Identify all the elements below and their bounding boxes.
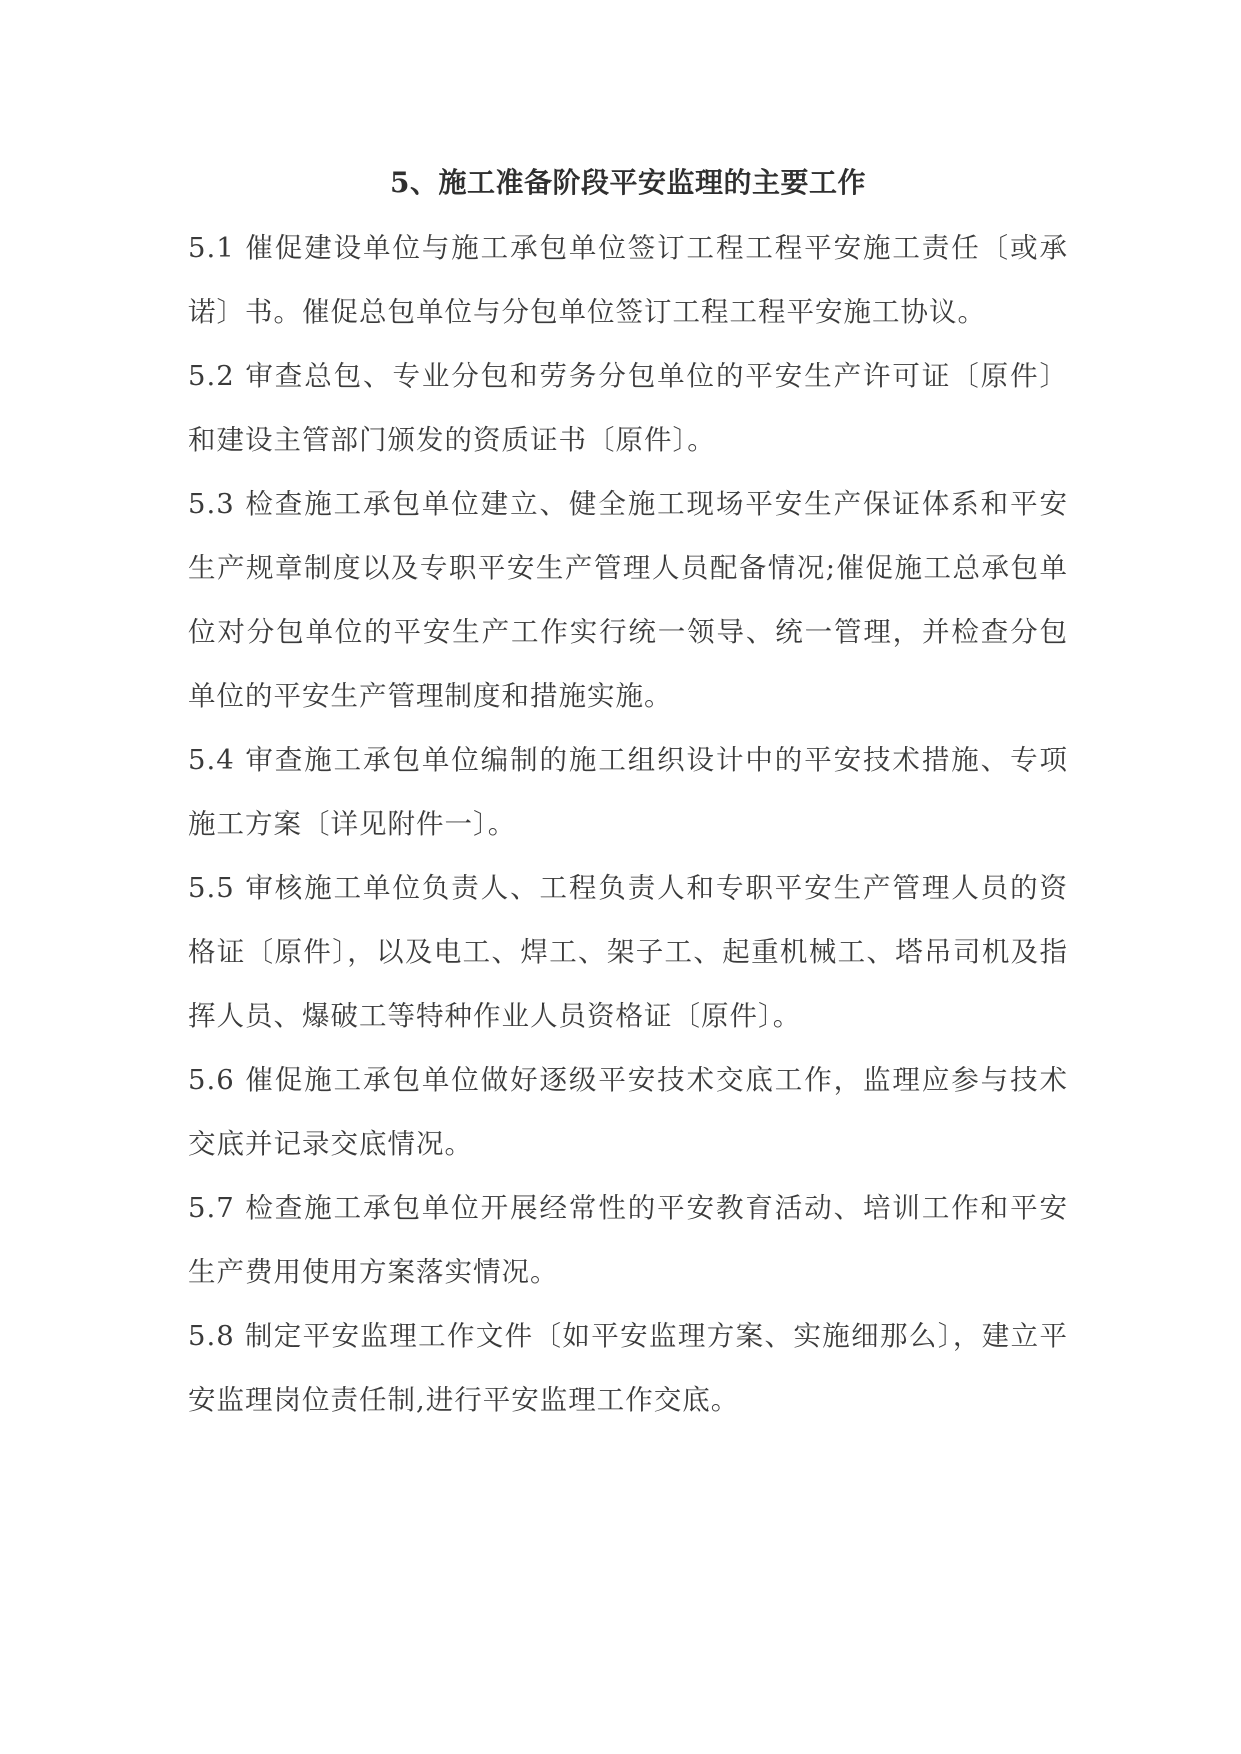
paragraph-5-5: 5.5 审核施工单位负责人、工程负责人和专职平安生产管理人员的资格证〔原件〕，以及电工、焊工、架子工、起重机械工、塔吊司机及指挥人员、爆破工等特种作业人员资格证〔原件〕。 bbox=[188, 872, 1068, 1032]
paragraph-5-4: 5.4 审查施工承包单位编制的施工组织设计中的平安技术措施、专项施工方案〔详见附件一〕。 bbox=[188, 744, 1068, 840]
paragraph-5-2: 5.2 审查总包、专业分包和劳务分包单位的平安生产许可证〔原件〕和建设主管部门颁发的资质证书〔原件〕。 bbox=[188, 360, 1068, 456]
document-body bbox=[188, 150, 1068, 1432]
paragraph-5-1: 5.1 催促建设单位与施工承包单位签订工程工程平安施工责任〔或承诺〕书。催促总包单位与分包单位签订工程工程平安施工协议。 bbox=[188, 232, 1068, 328]
document-title: 5、施工准备阶段平安监理的主要工作 bbox=[390, 166, 866, 199]
paragraph-5-7: 5.7 检查施工承包单位开展经常性的平安教育活动、培训工作和平安生产费用使用方案落实情况。 bbox=[188, 1192, 1068, 1288]
paragraph-5-6: 5.6 催促施工承包单位做好逐级平安技术交底工作，监理应参与技术交底并记录交底情况。 bbox=[188, 1064, 1068, 1160]
paragraph-5-8: 5.8 制定平安监理工作文件〔如平安监理方案、实施细那么〕，建立平安监理岗位责任制,进行平安监理工作交底。 bbox=[188, 1320, 1068, 1416]
paragraph-5-3: 5.3 检查施工承包单位建立、健全施工现场平安生产保证体系和平安生产规章制度以及专职平安生产管理人员配备情况;催促施工总承包单位对分包单位的平安生产工作实行统一领导、统一管理，并检查分包单位的平安生产管理制度和措施实施。 bbox=[188, 488, 1068, 712]
